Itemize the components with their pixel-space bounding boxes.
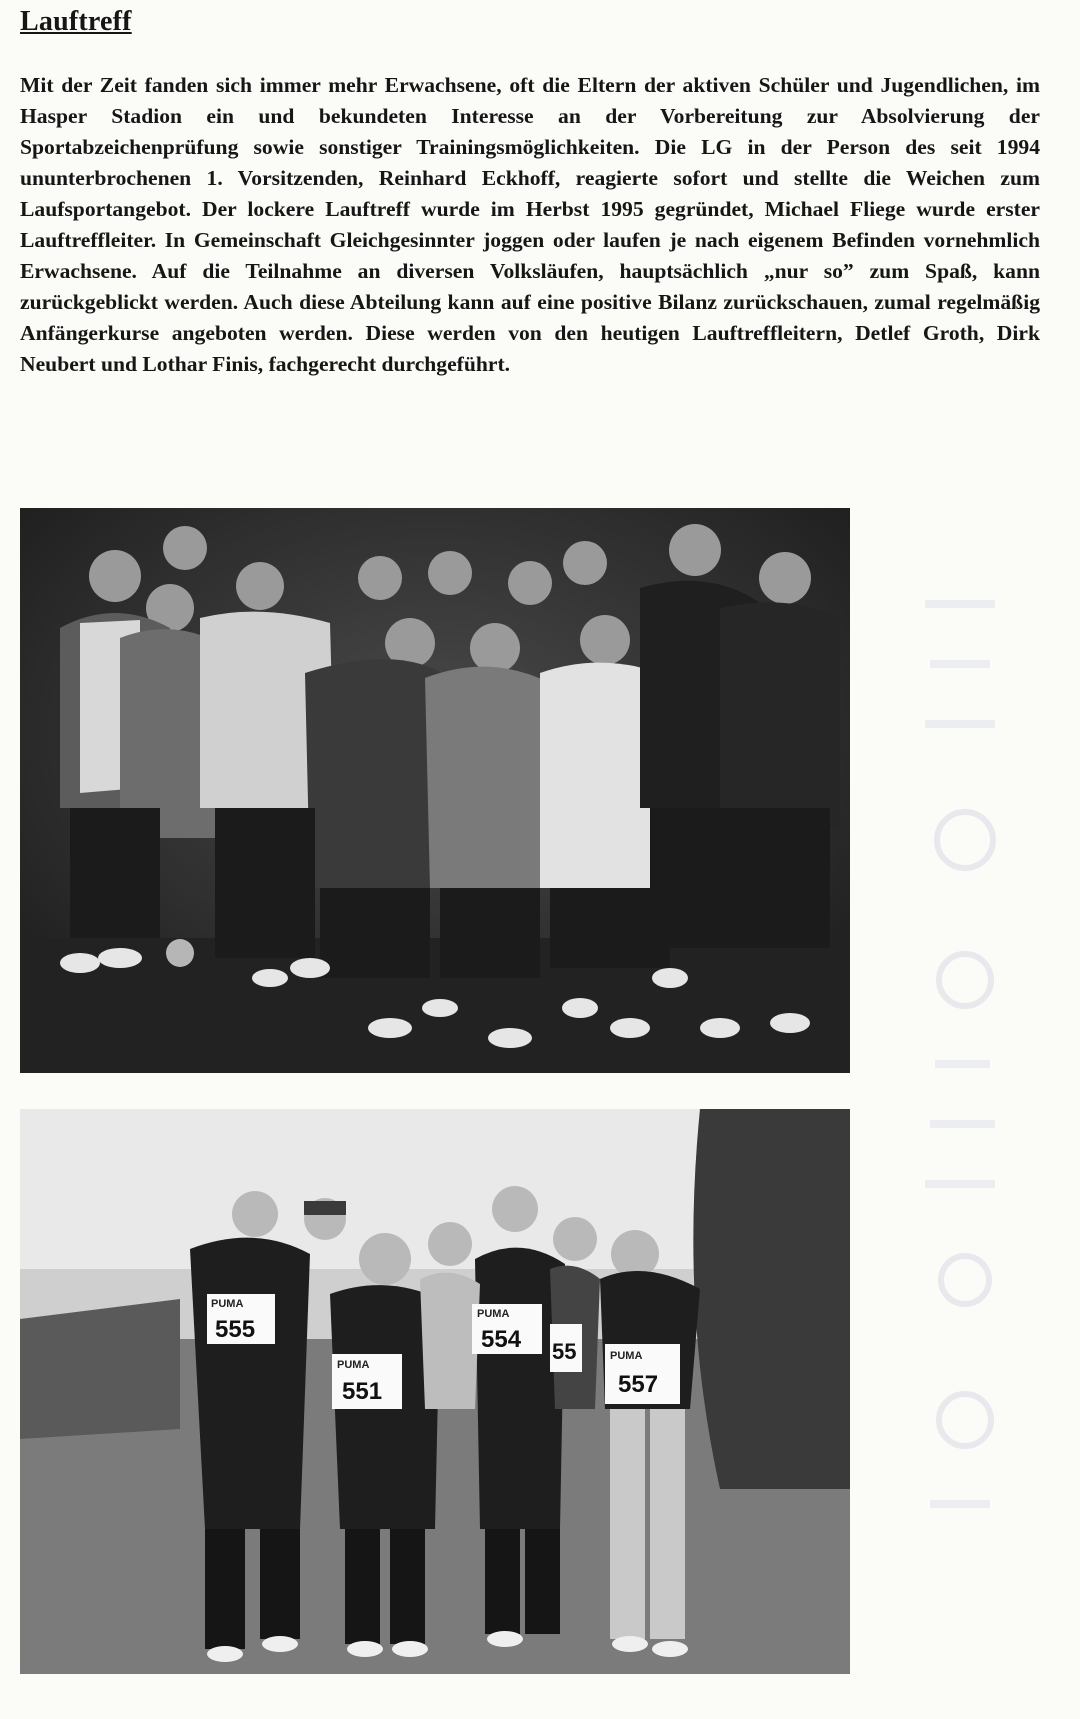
body-paragraph: Mit der Zeit fanden sich immer mehr Erwachsene, oft die Eltern der aktiven Schüler und Jugendlichen, im Hasper Stadion ein und bekundeten Interesse an der Vorbereitung zur Absolvierung der Sportabzeichenprüfung sowie sonstiger Trainingsmöglichkeiten. Die LG in der Person des seit 1994 ununterbrochenen 1. Vorsitzenden, Reinhard Eckhoff, reagierte sofort und stellte die Weichen zum Laufsportangebot. Der lockere Lauftreff wurde im Herbst 1995 gegründet, Michael Fliege wurde erster Lauftreffleiter. In Gemeinschaft Gleichgesinnter joggen oder laufen je nach eigenem Befinden vornehmlich Erwachsene. Auf die Teilnahme an diversen Volksläufen, hauptsächlich „nur so” zum Spaß, kann zurückgeblickt werden. Auch diese Abteilung kann auf eine positive Bilanz zurückschauen, zumal regelmäßig Anfängerkurse angeboten werden. Diese werden von den heutigen Lauftreffleitern, Detlef Groth, Dirk Neubert und Lothar Finis, fachgerecht durchgeführt. [20, 73, 1040, 376]
bib-55 [550, 1324, 582, 1372]
race-photo-image [20, 1109, 850, 1674]
bib-number: 555 [215, 1316, 256, 1343]
bib-brand: PUMA [610, 1350, 643, 1362]
bib-number: 551 [342, 1378, 383, 1405]
bib-557 [605, 1344, 680, 1404]
race-photo [20, 1109, 850, 1674]
bib-brand: PUMA [477, 1308, 510, 1320]
bib-551 [332, 1354, 402, 1409]
bib-555 [207, 1294, 275, 1344]
show-through-artifact [905, 420, 1035, 1570]
group-photo [20, 508, 850, 1073]
bib-number: 55 [552, 1339, 577, 1364]
bib-554 [472, 1304, 542, 1354]
bib-number: 554 [481, 1326, 522, 1353]
bib-brand: PUMA [337, 1359, 370, 1371]
bib-brand: PUMA [211, 1298, 244, 1310]
group-photo-image [20, 508, 850, 1073]
page-title: Lauftreff [20, 6, 132, 37]
bib-number: 557 [618, 1371, 659, 1398]
